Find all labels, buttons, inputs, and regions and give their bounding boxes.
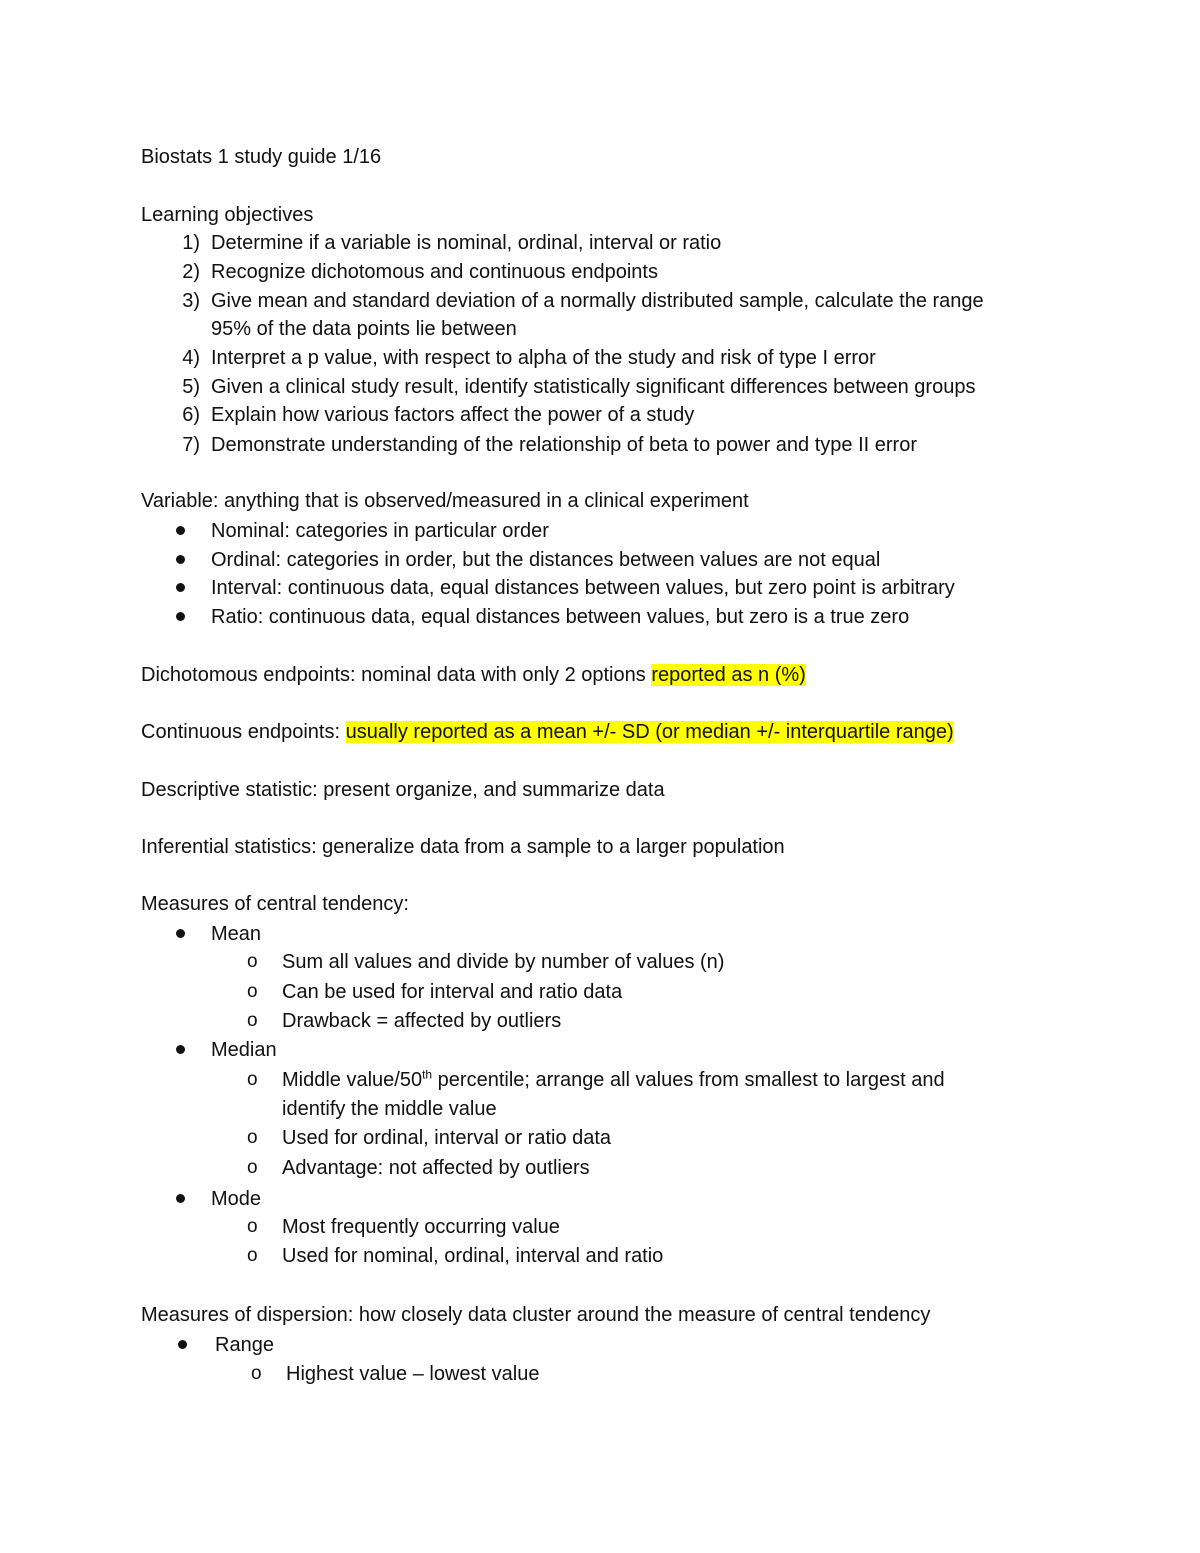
circle-bullet-icon: o <box>247 1157 258 1178</box>
inferential-paragraph: Inferential statistics: generalize data from a sample to a larger population <box>141 836 785 858</box>
list-item: Demonstrate understanding of the relationship of beta to power and type II error <box>211 434 917 456</box>
list-item: Ratio: continuous data, equal distances between values, but zero is a true zero <box>211 606 910 628</box>
list-item: Can be used for interval and ratio data <box>282 981 623 1003</box>
bullet-icon <box>176 1045 185 1054</box>
range-label: Range <box>215 1334 274 1356</box>
list-number: 4) <box>182 347 200 369</box>
circle-bullet-icon: o <box>247 1069 258 1090</box>
circle-bullet-icon: o <box>247 981 258 1002</box>
bullet-icon <box>176 583 185 592</box>
document-title: Biostats 1 study guide 1/16 <box>141 146 382 168</box>
circle-bullet-icon: o <box>251 1363 262 1384</box>
list-item-continuation: identify the middle value <box>282 1098 497 1120</box>
continuous-highlight: usually reported as a mean +/- SD (or median +/- interquartile range) <box>345 721 954 743</box>
list-item: Determine if a variable is nominal, ordinal, interval or ratio <box>211 232 722 254</box>
list-number: 3) <box>182 290 200 312</box>
continuous-paragraph <box>141 720 954 744</box>
list-item: Most frequently occurring value <box>282 1216 560 1238</box>
bullet-icon <box>178 1340 187 1349</box>
bullet-icon <box>176 1194 185 1203</box>
dichotomous-text: Dichotomous endpoints: nominal data with only 2 options <box>141 664 652 686</box>
list-number: 5) <box>182 376 200 398</box>
central-heading: Measures of central tendency: <box>141 893 409 915</box>
list-item: Explain how various factors affect the power of a study <box>211 404 695 426</box>
superscript: th <box>422 1067 433 1082</box>
list-item: Interpret a p value, with respect to alpha of the study and risk of type I error <box>211 347 876 369</box>
circle-bullet-icon: o <box>247 951 258 972</box>
list-item: Highest value – lowest value <box>286 1363 540 1385</box>
list-item: Interval: continuous data, equal distances between values, but zero point is arbitrary <box>211 577 955 599</box>
list-item: Sum all values and divide by number of values (n) <box>282 951 725 973</box>
mean-label: Mean <box>211 923 262 945</box>
list-item: Give mean and standard deviation of a normally distributed sample, calculate the range <box>211 290 984 312</box>
list-number: 2) <box>182 261 200 283</box>
dichotomous-paragraph <box>141 663 806 687</box>
list-item-continuation: 95% of the data points lie between <box>211 318 517 340</box>
list-number: 6) <box>182 404 200 426</box>
mode-label: Mode <box>211 1188 262 1210</box>
circle-bullet-icon: o <box>247 1245 258 1266</box>
list-number: 7) <box>182 434 200 456</box>
list-item: Nominal: categories in particular order <box>211 520 549 542</box>
dichotomous-highlight: reported as n (%) <box>651 664 806 686</box>
list-item: Ordinal: categories in order, but the distances between values are not equal <box>211 549 881 571</box>
median-item-text: Middle value/50 <box>282 1069 423 1091</box>
list-number: 1) <box>182 232 200 254</box>
list-item: Used for nominal, ordinal, interval and ratio <box>282 1245 664 1267</box>
bullet-icon <box>176 612 185 621</box>
circle-bullet-icon: o <box>247 1010 258 1031</box>
continuous-text: Continuous endpoints: <box>141 721 346 743</box>
list-item: Recognize dichotomous and continuous endpoints <box>211 261 658 283</box>
bullet-icon <box>176 555 185 564</box>
list-item <box>282 1068 945 1092</box>
list-item: Used for ordinal, interval or ratio data <box>282 1127 612 1149</box>
dispersion-heading: Measures of dispersion: how closely data cluster around the measure of central tendency <box>141 1304 931 1326</box>
list-item: Given a clinical study result, identify statistically significant differences between groups <box>211 376 976 398</box>
variable-heading: Variable: anything that is observed/measured in a clinical experiment <box>141 490 749 512</box>
bullet-icon <box>176 526 185 535</box>
objectives-heading: Learning objectives <box>141 204 314 226</box>
descriptive-paragraph: Descriptive statistic: present organize, and summarize data <box>141 779 665 801</box>
bullet-icon <box>176 929 185 938</box>
circle-bullet-icon: o <box>247 1127 258 1148</box>
median-item-text: percentile; arrange all values from smallest to largest and <box>432 1069 945 1091</box>
median-label: Median <box>211 1039 277 1061</box>
list-item: Advantage: not affected by outliers <box>282 1157 590 1179</box>
circle-bullet-icon: o <box>247 1216 258 1237</box>
list-item: Drawback = affected by outliers <box>282 1010 562 1032</box>
